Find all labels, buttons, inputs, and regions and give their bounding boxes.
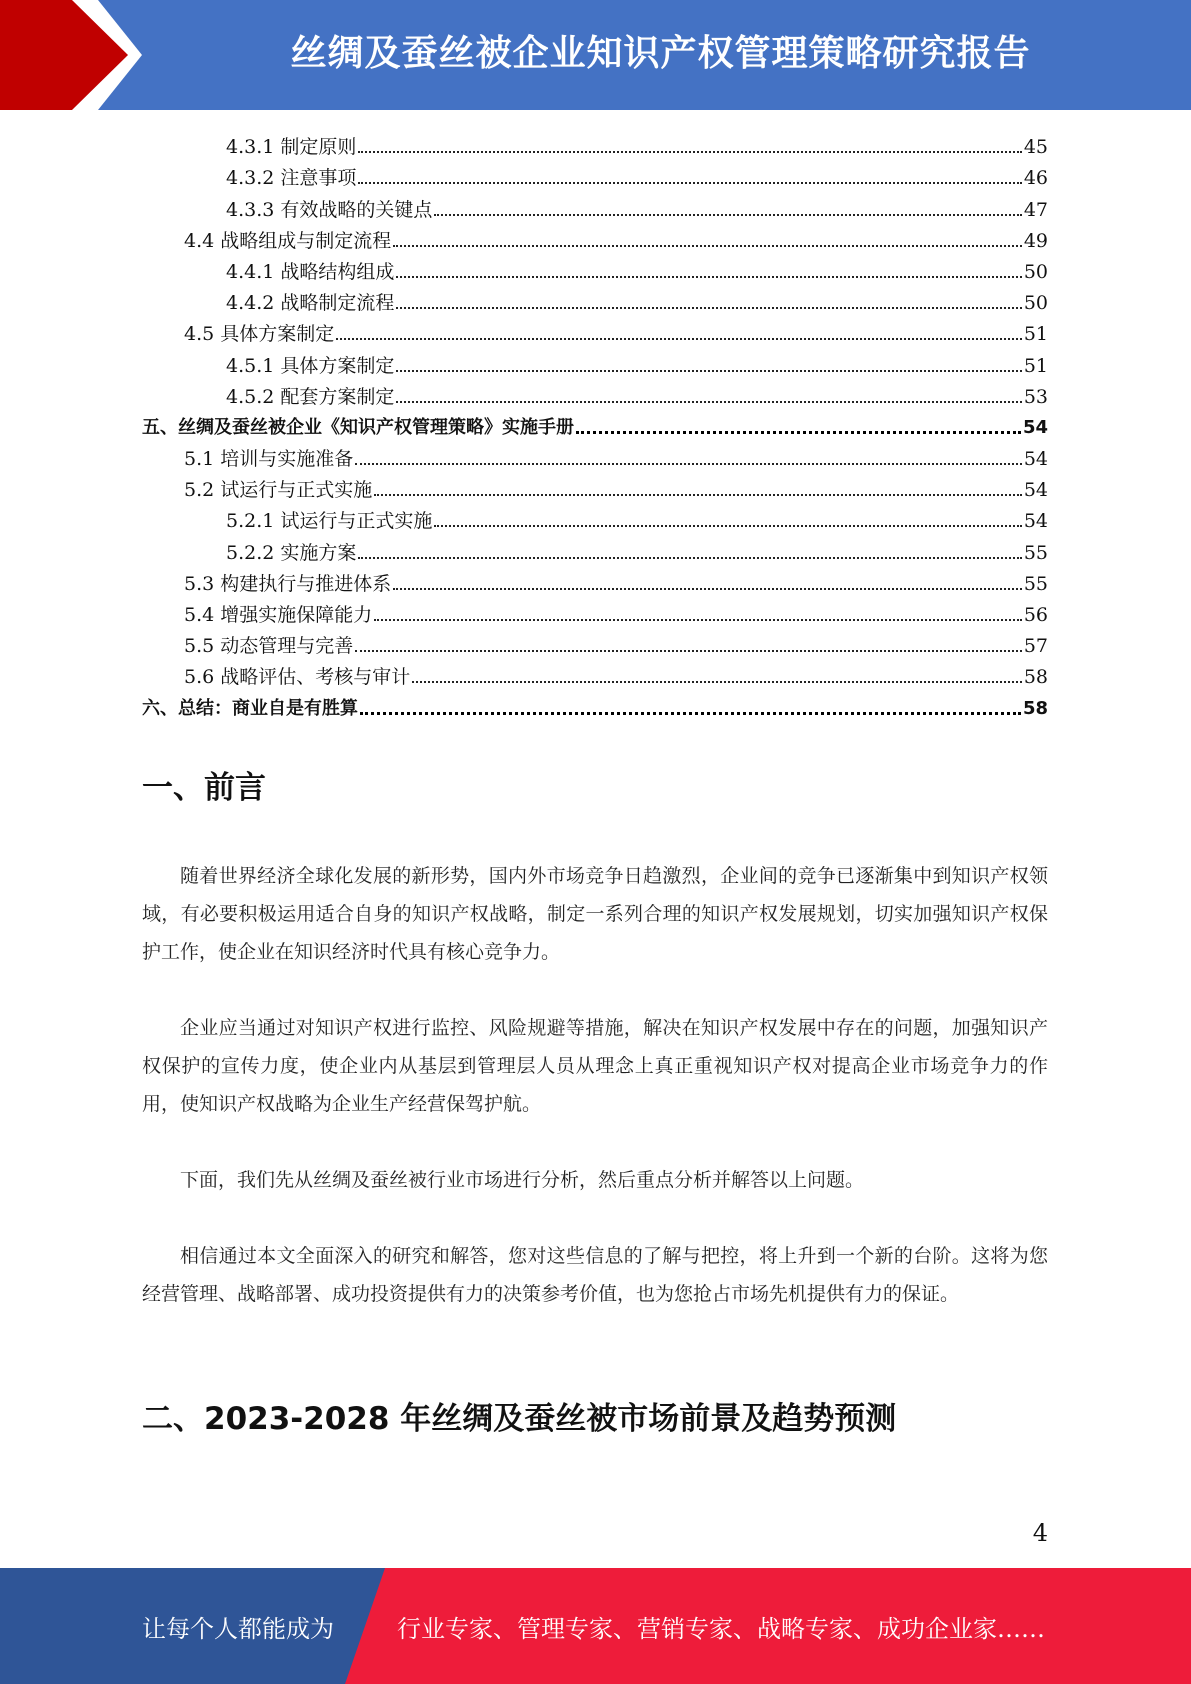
- toc-dot-leader: [374, 619, 1022, 621]
- toc-dot-leader: [396, 401, 1021, 403]
- toc-dot-leader: [374, 494, 1022, 496]
- toc-entry-page: 56: [1023, 604, 1048, 626]
- toc-entry-title: 4.5 具体方案制定: [184, 323, 335, 346]
- toc-dot-leader: [355, 650, 1022, 652]
- page-header: [0, 0, 1191, 110]
- toc-entry-page: 54: [1023, 479, 1048, 502]
- paragraph: 相信通过本文全面深入的研究和解答，您对这些信息的了解与把控，将上升到一个新的台阶。这将为您经营管理、战略部署、成功投资提供有力的决策参考价值，也为您抢占市场先机提供有力的保证。: [142, 1245, 1048, 1305]
- table-of-contents: [142, 128, 1048, 721]
- toc-entry[interactable]: [142, 128, 1048, 159]
- toc-entry[interactable]: [142, 689, 1048, 720]
- toc-entry-page: 58: [1022, 697, 1048, 719]
- toc-entry-page: 50: [1023, 292, 1048, 315]
- page-footer: [0, 1568, 1191, 1684]
- toc-entry-title: 5.6 战略评估、考核与审计: [184, 666, 411, 689]
- toc-entry[interactable]: [142, 409, 1048, 440]
- toc-entry-page: 50: [1023, 260, 1048, 283]
- toc-entry-page: 53: [1023, 385, 1048, 408]
- toc-entry-title: 4.4.2 战略制定流程: [226, 292, 395, 315]
- toc-entry-title: 5.3 构建执行与推进体系: [184, 572, 392, 595]
- toc-entry-page: 54: [1023, 448, 1048, 471]
- toc-dot-leader: [336, 338, 1022, 340]
- header-title: 丝绸及蚕丝被企业知识产权管理策略研究报告: [290, 32, 1031, 74]
- page-number: 4: [1032, 1519, 1048, 1547]
- toc-dot-leader: [412, 681, 1022, 683]
- toc-entry-title: 五、丝绸及蚕丝被企业《知识产权管理策略》实施手册: [142, 416, 574, 438]
- toc-entry-page: 58: [1023, 666, 1048, 689]
- toc-entry-page: 51: [1023, 354, 1048, 377]
- toc-entry-title: 4.5.1 具体方案制定: [226, 354, 395, 377]
- toc-entry-title: 六、总结：商业自是有胜算: [142, 697, 358, 719]
- toc-entry[interactable]: [142, 378, 1048, 409]
- toc-entry[interactable]: [142, 471, 1048, 502]
- toc-entry-title: 4.4 战略组成与制定流程: [184, 229, 392, 252]
- paragraph: 随着世界经济全球化发展的新形势，国内外市场竞争日趋激烈，企业间的竞争已逐渐集中到知识产权领域，有必要积极运用适合自身的知识产权战略，制定一系列合理的知识产权发展规划，切实加强知识产权保护工作，使企业在知识经济时代具有核心竞争力。: [142, 865, 1048, 963]
- toc-entry[interactable]: [142, 440, 1048, 471]
- toc-entry[interactable]: [142, 658, 1048, 689]
- toc-entry-title: 5.1 培训与实施准备: [184, 448, 354, 471]
- toc-entry-page: 54: [1022, 416, 1048, 438]
- toc-entry-title: 4.3.1 制定原则: [226, 136, 357, 159]
- toc-dot-leader: [358, 151, 1021, 153]
- toc-dot-leader: [360, 712, 1021, 715]
- toc-entry[interactable]: [142, 253, 1048, 284]
- header-arrow-decoration: [0, 0, 160, 110]
- toc-entry-title: 5.2.1 试运行与正式实施: [226, 510, 433, 533]
- toc-entry[interactable]: [142, 222, 1048, 253]
- toc-entry-title: 4.4.1 战略结构组成: [226, 260, 395, 283]
- toc-dot-leader: [393, 588, 1022, 590]
- toc-entry-page: 47: [1023, 198, 1048, 221]
- toc-entry-title: 5.2.2 实施方案: [226, 541, 357, 564]
- footer-slogan-right: 行业专家、管理专家、营销专家、战略专家、成功企业家……: [397, 1614, 1045, 1643]
- toc-entry-title: 5.5 动态管理与完善: [184, 635, 354, 658]
- toc-entry-title: 4.3.3 有效战略的关键点: [226, 198, 433, 221]
- toc-entry[interactable]: [142, 596, 1048, 627]
- toc-entry-title: 5.2 试运行与正式实施: [184, 479, 373, 502]
- toc-entry-title: 4.3.2 注意事项: [226, 167, 357, 190]
- toc-entry[interactable]: [142, 315, 1048, 346]
- toc-entry[interactable]: [142, 565, 1048, 596]
- toc-dot-leader: [396, 307, 1021, 309]
- toc-entry[interactable]: [142, 346, 1048, 377]
- toc-dot-leader: [434, 525, 1021, 527]
- toc-dot-leader: [576, 431, 1021, 434]
- toc-entry[interactable]: [142, 502, 1048, 533]
- toc-entry-page: 55: [1023, 572, 1048, 595]
- toc-entry[interactable]: [142, 533, 1048, 564]
- toc-entry-page: 55: [1023, 541, 1048, 564]
- section-heading-preface: 一、前言: [142, 770, 266, 806]
- toc-dot-leader: [358, 182, 1021, 184]
- paragraph: 企业应当通过对知识产权进行监控、风险规避等措施，解决在知识产权发展中存在的问题，加强知识产权保护的宣传力度，使企业内从基层到管理层人员从理念上真正重视知识产权对提高企业市场竞争力的作用，使知识产权战略为企业生产经营保驾护航。: [142, 1017, 1048, 1115]
- toc-dot-leader: [396, 276, 1021, 278]
- toc-entry-page: 57: [1023, 635, 1048, 658]
- toc-entry[interactable]: [142, 159, 1048, 190]
- toc-dot-leader: [358, 557, 1021, 559]
- toc-dot-leader: [396, 370, 1021, 372]
- toc-entry[interactable]: [142, 190, 1048, 221]
- toc-dot-leader: [434, 214, 1021, 216]
- toc-entry-page: 49: [1023, 229, 1048, 252]
- toc-entry-title: 4.5.2 配套方案制定: [226, 385, 395, 408]
- toc-entry[interactable]: [142, 627, 1048, 658]
- toc-dot-leader: [355, 463, 1022, 465]
- paragraph: 下面，我们先从丝绸及蚕丝被行业市场进行分析，然后重点分析并解答以上问题。: [180, 1169, 865, 1191]
- toc-entry-title: 5.4 增强实施保障能力: [184, 604, 373, 626]
- toc-entry-page: 54: [1023, 510, 1048, 533]
- toc-entry[interactable]: [142, 284, 1048, 315]
- toc-dot-leader: [393, 245, 1022, 247]
- toc-entry-page: 51: [1023, 323, 1048, 346]
- section-heading-market-forecast: 二、2023-2028 年丝绸及蚕丝被市场前景及趋势预测: [142, 1401, 897, 1437]
- toc-entry-page: 45: [1023, 136, 1048, 159]
- footer-slogan-left: 让每个人都能成为: [142, 1614, 334, 1643]
- toc-entry-page: 46: [1023, 167, 1048, 190]
